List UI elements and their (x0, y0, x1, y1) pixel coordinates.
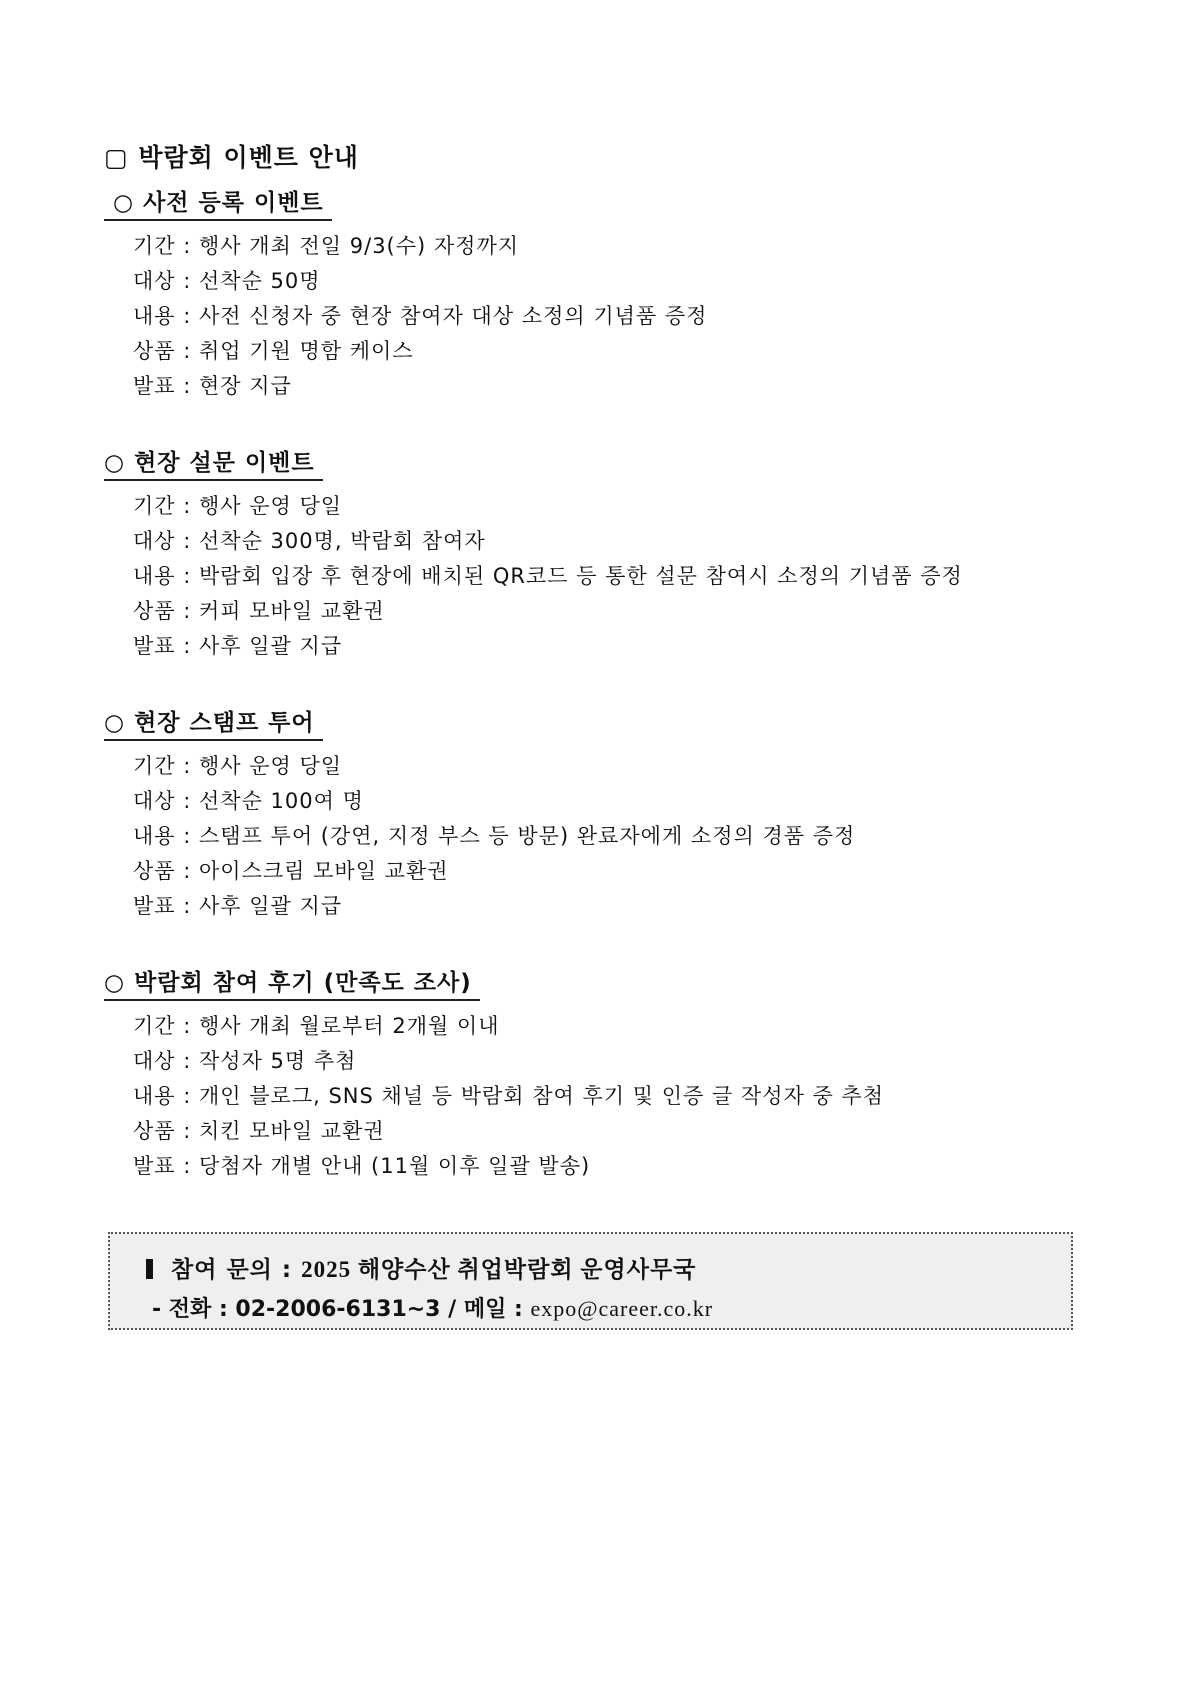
list-item: 상품 : 치킨 모바일 교환권 (133, 1119, 385, 1143)
list-item: 상품 : 아이스크림 모바일 교환권 (133, 859, 449, 883)
section-heading: ○ 박람회 참여 후기 (만족도 조사) (104, 964, 480, 1001)
list-item: 대상 : 선착순 300명, 박람회 참여자 (133, 529, 486, 553)
list-item: 대상 : 작성자 5명 추첨 (133, 1049, 357, 1073)
list-item: 기간 : 행사 운영 당일 (133, 494, 343, 518)
contact-label: 참여 문의 : (171, 1257, 302, 1283)
list-item: 내용 : 박람회 입장 후 현장에 배치된 QR코드 등 통한 설문 참여시 소정의 기념품 증정 (133, 564, 963, 588)
contact-details (152, 1292, 713, 1323)
list-item: 내용 : 사전 신청자 중 현장 참여자 대상 소정의 기념품 증정 (133, 304, 708, 328)
list-item: 발표 : 사후 일괄 지급 (133, 634, 343, 658)
list-item: 대상 : 선착순 50명 (133, 269, 321, 293)
section-heading: ○ 현장 설문 이벤트 (104, 444, 323, 481)
list-item: 상품 : 커피 모바일 교환권 (133, 599, 385, 623)
list-item: 대상 : 선착순 100여 명 (133, 789, 364, 813)
page-title: ▢ 박람회 이벤트 안내 (104, 143, 359, 172)
contact-organizer: 2025 해양수산 취업박람회 운영사무국 (301, 1257, 697, 1282)
section-heading: ○ 현장 스탬프 투어 (104, 704, 323, 741)
section-pre-registration (104, 184, 1084, 404)
section-onsite-survey (104, 444, 1084, 664)
list-item: 기간 : 행사 개최 월로부터 2개월 이내 (133, 1014, 500, 1038)
list-item: 발표 : 당첨자 개별 안내 (11월 이후 일괄 발송) (133, 1154, 591, 1178)
bullet-bar-icon (146, 1259, 153, 1279)
section-review (104, 964, 1084, 1184)
list-item: 내용 : 개인 블로그, SNS 채널 등 박람회 참여 후기 및 인증 글 작성자 중 추첨 (133, 1084, 884, 1108)
list-item: 기간 : 행사 개최 전일 9/3(수) 자정까지 (133, 234, 520, 258)
list-item: 발표 : 사후 일괄 지급 (133, 894, 343, 918)
contact-box (108, 1232, 1073, 1330)
list-item: 상품 : 취업 기원 명함 케이스 (133, 339, 414, 363)
section-heading: ○ 사전 등록 이벤트 (104, 184, 332, 221)
contact-inquiry (146, 1251, 696, 1284)
list-item: 내용 : 스탬프 투어 (강연, 지정 부스 등 방문) 완료자에게 소정의 경품 증정 (133, 824, 856, 848)
contact-email[interactable]: expo@career.co.kr (530, 1296, 714, 1321)
contact-phone: - 전화 : 02-2006-6131~3 / 메일 : (152, 1297, 531, 1322)
list-item: 기간 : 행사 운영 당일 (133, 754, 343, 778)
list-item: 발표 : 현장 지급 (133, 374, 292, 398)
section-stamp-tour (104, 704, 1084, 924)
